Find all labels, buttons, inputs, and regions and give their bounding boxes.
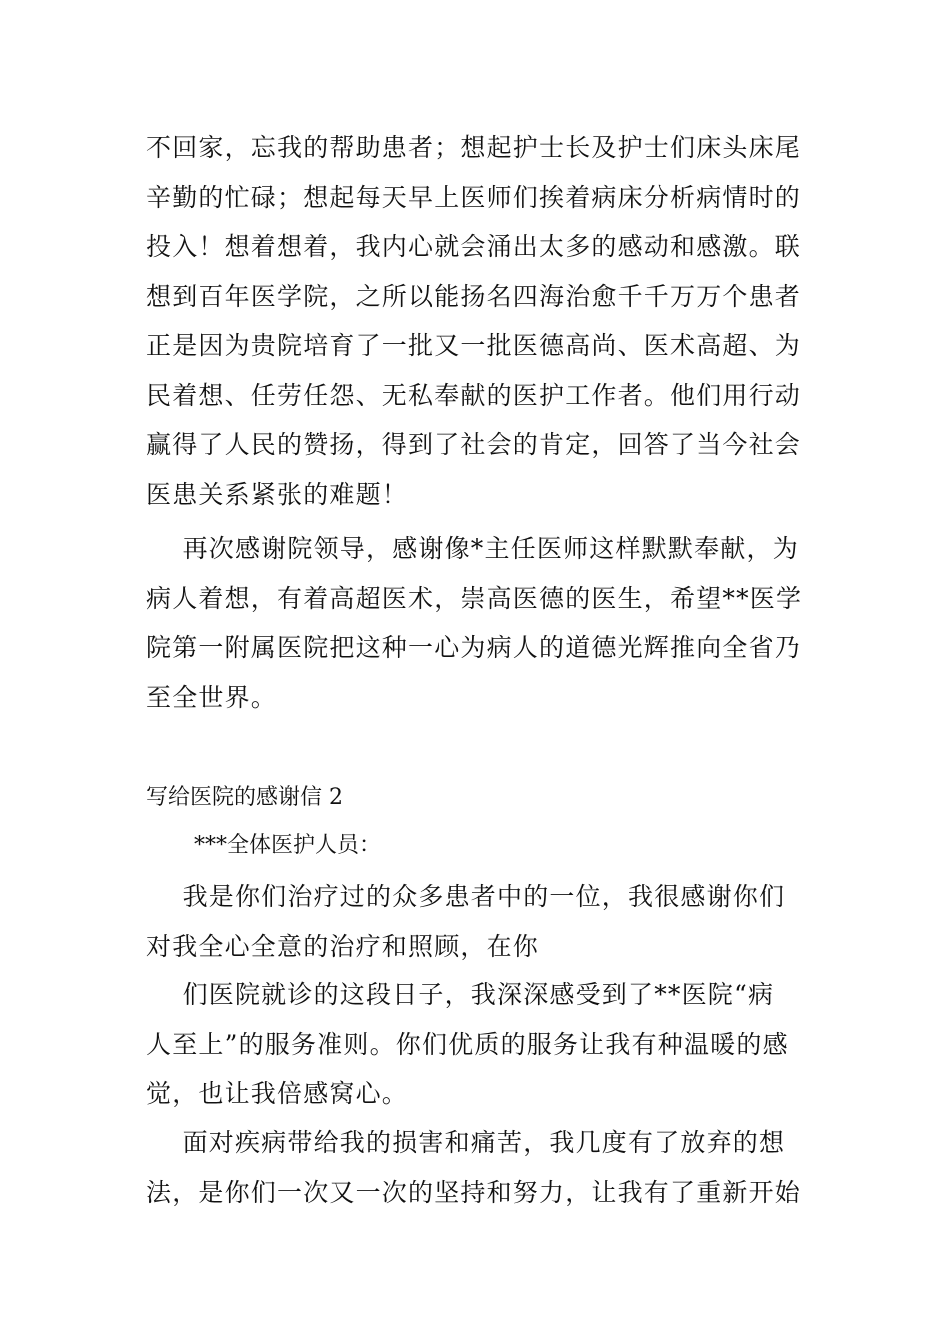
paragraph-continuation: 不回家，忘我的帮助患者；想起护士长及护士们床头床尾 辛勤的忙碌；想起每天早上医师们挨着病床分析病情时的 投入！想着想着，我内心就会涌出太多的感动和感激。联 想到百年医学院，之所以能扬名四海治愈千千万万个患者 正是因为贵院培育了一批又一批医德高尚、医术高超、为 民着想、任劳任怨、无私奉献的医护工作者。他们用行动 赢得了人民的赞扬，得到了社会的肯定，回答了当今社会 医患关系紧张的难题！ <box>146 133 802 509</box>
salutation-line: ***全体医护人员： <box>194 833 382 858</box>
paragraph-patient-intro: 我是你们治疗过的众多患者中的一位，我很感谢你们 对我全心全意的治疗和照顾，在你 <box>146 882 786 961</box>
paragraph-illness: 面对疾病带给我的损害和痛苦，我几度有了放弃的想 法，是你们一次又一次的坚持和努力，让我有了重新开始 <box>146 1128 802 1207</box>
section-heading: 写给医院的感谢信 2 <box>146 785 343 810</box>
paragraph-thanks-leadership: 再次感谢院领导，感谢像*主任医师这样默默奉献，为 病人着想，有着高超医术，崇高医德的医生，希望**医学 院第一附属医院把这种一心为病人的道德光辉推向全省乃 至全世界。 <box>146 534 803 712</box>
paragraph-service-praise: 们医院就诊的这段日子，我深深感受到了**医院“病 人至上”的服务准则。你们优质的服务让我有种温暖的感 觉，也让我倍感窝心。 <box>146 980 789 1108</box>
